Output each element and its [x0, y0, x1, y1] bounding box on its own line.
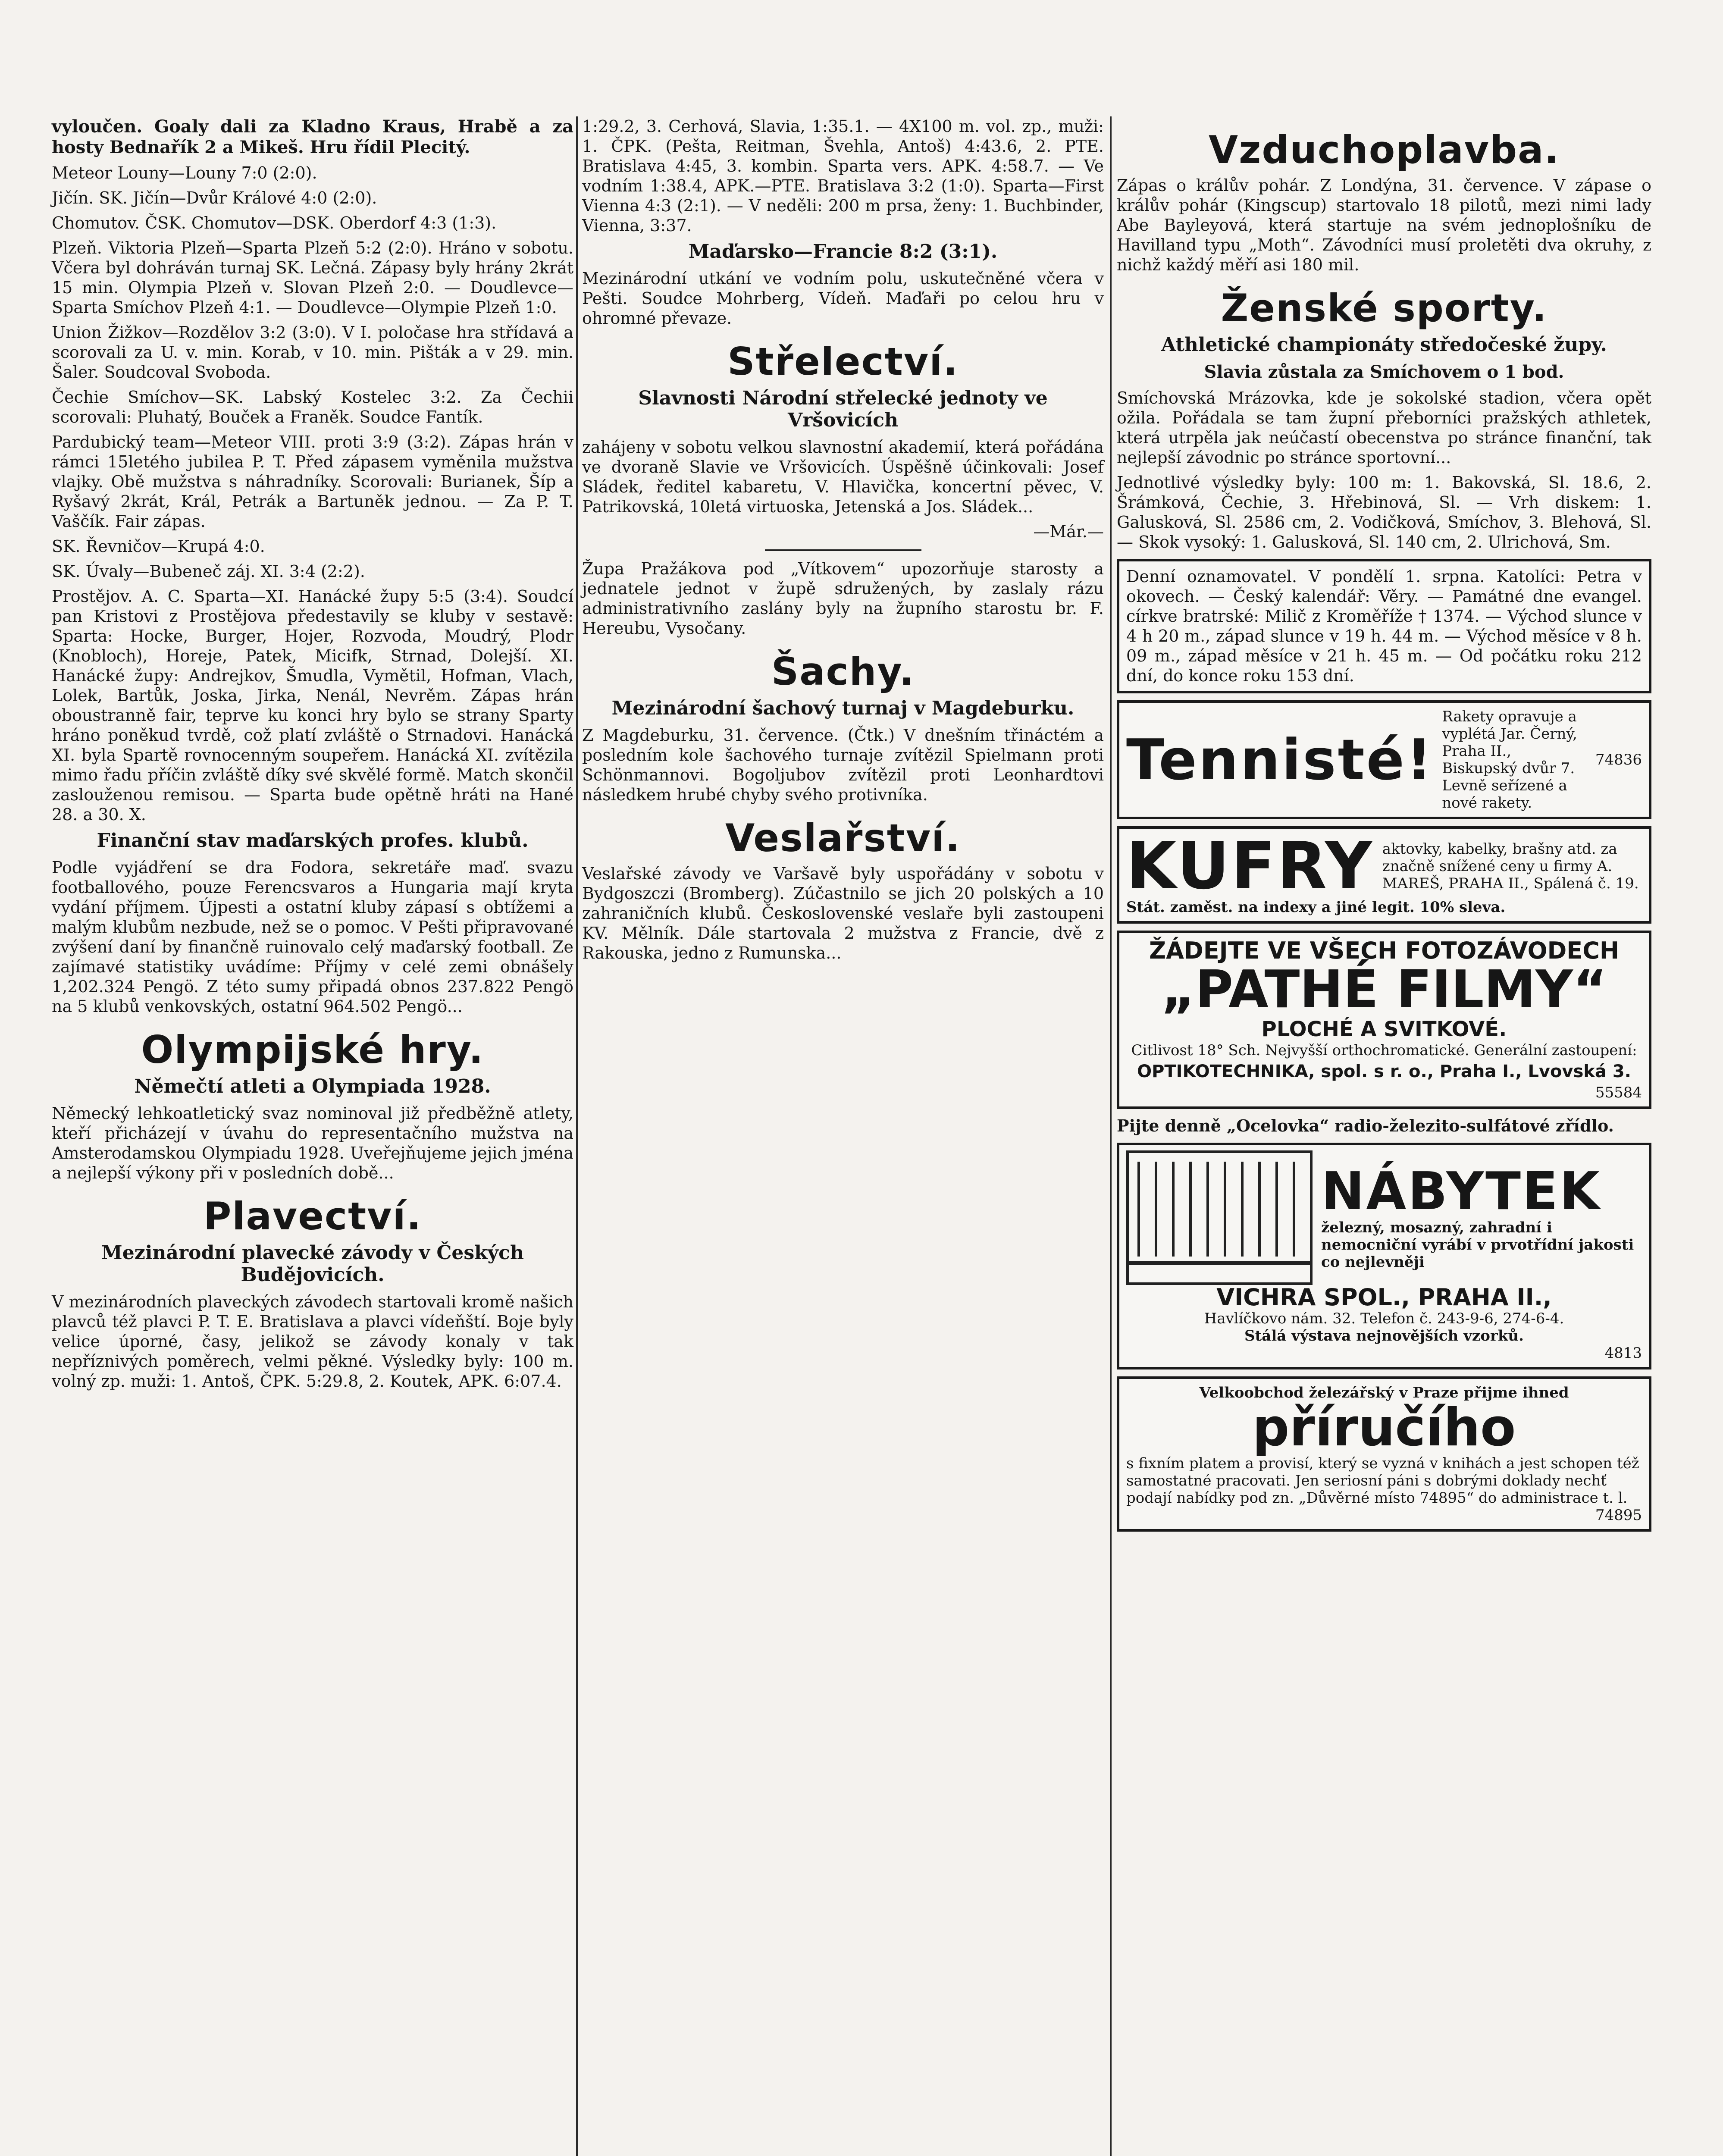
ad-pathe-sub: PLOCHÉ A SVITKOVÉ. [1261, 1017, 1507, 1041]
column-2 [582, 116, 1104, 968]
result-item: SK. Řevničov—Krupá 4:0. [52, 537, 265, 556]
sokol-paragraph: Župa Pražákova pod „Vítkovem“ upozorňuje starosty a jednatele jednot v župě sdružených, by zaslaly rázu administrativního zaslány byly na župního starostu br. F. Hereubu, Vysočany. [582, 559, 1104, 638]
ad-kufry-text: aktovky, kabelky, brašny atd. za značně snížené ceny u firmy A. MAREŠ, PRAHA II., Spálená č. 19. [1382, 840, 1639, 892]
ad-prirucni [1117, 1376, 1651, 1532]
olympic-subheading: Němečtí atleti a Olympiada 1928. [134, 1075, 491, 1097]
result-item: Union Žižkov—Rozdělov 3:2 (3:0). V I. poločase hra střídavá a scorovali za U. v. min. Korab, v 10. min. Pišták a v 29. min. Šaler. Soudcoval Svoboda. [52, 323, 573, 382]
ad-nabytek-firm: VICHRA SPOL., PRAHA II., [1216, 1284, 1552, 1311]
olympic-heading: Olympijské hry. [141, 1028, 484, 1072]
ad-prirucni-text: s fixním platem a provisí, který se vyzná v knihách a jest schopen též samostatné pracovati. Jen seriosní páni s dobrými doklady nechť podají nabídky pod zn. „Důvěrné místo 74895“ do administrace t. l. [1126, 1455, 1639, 1507]
ad-nabytek-address: Havlíčkovo nám. 32. Telefon č. 243-9-6, 274-6-4. [1204, 1310, 1564, 1327]
result-item: Čechie Smíchov—SK. Labský Kostelec 3:2. Za Čechii scorovali: Pluhatý, Bouček a Franěk. Soudce Fantík. [52, 388, 573, 426]
daily-notice-box [1117, 559, 1651, 693]
ad-kufry-line: Stát. zaměst. na indexy a jiné legit. 10% sleva. [1126, 899, 1506, 916]
chess-subheading: Mezinárodní šachový turnaj v Magdeburku. [611, 697, 1075, 719]
swimming-paragraph: V mezinárodních plaveckých závodech startovali kromě našich plavců též plavci P. T. E. Bratislava a plavci vídeňští. Boje byly velice úporné, časy, jelikož se závody konaly v tak nepříznivých poměrech, velmi pěkné. Výsledky byly: 100 m. volný zp. muži: 1. Antoš, ČPK. 5:29.8, 2. Koutek, APK. 6:07.4. [52, 1292, 573, 1391]
women-results-paragraph: Jednotlivé výsledky byly: 100 m: 1. Bakovská, Sl. 18.6, 2. Šrámková, Čechie, 3. Hřebinová, Sl. — Vrh diskem: 1. Galusková, Sl. 2586 cm, 2. Vodičková, Smíchov, 3. Blehová, Sl. — Skok vysoký: 1. Galusková, Sl. 140 cm, 2. Ulrichová, Sm. [1117, 473, 1651, 552]
waterpolo-heading: Maďarsko—Francie 8:2 (3:1). [688, 241, 998, 263]
daily-notice-text: Denní oznamovatel. V pondělí 1. srpna. Katolíci: Petra v okovech. — Český kalendář: Věry. — Památné dne evangel. církve bratrské: Milič z Kroměříže † 1374. — Východ slunce v 4 h 20 m., západ slunce v 19 h. 44 m. — Východ měsíce v 8 h. 09 m., západ měsíce v 21 h. 45 m. — Od počátku roku 212 dní, do konce roku 153 dní. [1126, 567, 1642, 685]
chess-heading: Šachy. [771, 649, 915, 694]
ad-pathe-firm: OPTIKOTECHNIKA, spol. s r. o., Praha I., Lvovská 3. [1137, 1062, 1631, 1081]
ad-prirucni-title: příručího [1252, 1398, 1516, 1458]
women-sports-heading: Ženské sporty. [1221, 286, 1548, 330]
aviation-heading: Vzduchoplavba. [1209, 128, 1560, 172]
ad-pathe [1117, 931, 1651, 1109]
finance-heading: Finanční stav maďarských profes. klubů. [97, 830, 529, 852]
ad-prirucni-code: 74895 [1595, 1507, 1642, 1524]
intro-paragraph: vyloučen. Goaly dali za Kladno Kraus, Hrabě a za hosty Bednařík 2 a Mikeš. Hru řídil Plecitý. [52, 116, 573, 157]
aviation-paragraph: Zápas o králův pohár. Z Londýna, 31. července. V zápase o králův pohár (Kingscup) startovalo 18 pilotů, mezi nimi lady Abe Bayleyová, která startuje na svém jednoplošníku de Havilland typu „Moth“. Závodníci musí proletěti dva okruhy, z nichž každý měří asi 180 mil. [1117, 176, 1651, 274]
olympic-paragraph: Německý lehkoatletický svaz nominoval již předběžně atlety, kteří přicházejí v úvahu do representačního mužstva na Amsterodamskou Olympiadu 1928. Uveřejňujeme jejich jména a nejlepší výkony při v posledních době... [52, 1104, 573, 1182]
ad-nabytek-title: NÁBYTEK [1321, 1162, 1601, 1222]
separator [765, 549, 921, 551]
shooting-subheading: Slavnosti Národní střelecké jednoty ve Vršovicích [638, 387, 1048, 431]
result-item: SK. Úvaly—Bubeneč záj. XI. 3:4 (2:2). [52, 562, 365, 581]
rowing-paragraph: Veslařské závody ve Varšavě byly uspořádány v sobotu v Bydgoszczi (Bromberg). Zúčastnilo se jich 20 polských a 10 zahraničních klubů. Československé veslaře byli zastoupeni KV. Mělník. Dále startovala 2 mužstva z Francie, dvě z Rakouska, jedno z Rumunska... [582, 864, 1104, 962]
swimming-subheading: Mezinárodní plavecké závody v Českých Budějovicích. [101, 1242, 524, 1286]
shooting-paragraph: zahájeny v sobotu velkou slavnostní akademií, která pořádána ve dvoraně Slavie ve Vršovicích. Úspěšně účinkovali: Josef Sládek, ředitel kabaretu, V. Hlavička, koncertní pěvec, V. Patrikovská, 10letá virtuoska, Jetenská a Jos. Sládek... [582, 438, 1104, 516]
ad-tennis [1117, 700, 1651, 819]
rowing-heading: Veslařství. [725, 816, 961, 860]
ad-kufry [1117, 826, 1651, 924]
shooting-heading: Střelectví. [727, 339, 959, 384]
ad-tennis-title: Tennisté! [1126, 727, 1434, 793]
result-item: Meteor Louny—Louny 7:0 (2:0). [52, 163, 317, 182]
ad-ocelovka: Pijte denně „Ocelovka“ radio-železito-sulfátové zřídlo. [1117, 1116, 1614, 1135]
signature: —Már.— [1033, 522, 1104, 541]
column-rule-1 [576, 116, 578, 2156]
ad-prirucni-top: Velkoobchod železářský v Praze přijme ihned [1199, 1384, 1569, 1401]
result-item: Pardubický team—Meteor VIII. proti 3:9 (3:2). Zápas hrán v rámci 15letého jubilea P. T. Před zápasem vyměnila mužstva vlajky. Obě mužstva s náhradníky. Scorovali: Burianek, Šíp a Ryšavý 2krát, Král, Petrák a Bartuněk jednou. — Za P. T. Vaščík. Fair zápas. [52, 432, 573, 531]
bed-image-icon [1126, 1150, 1313, 1285]
women-sports-subheading-2: Slavia zůstala za Smíchovem o 1 bod. [1204, 362, 1564, 382]
waterpolo-paragraph: Mezinárodní utkání ve vodním polu, uskutečněné včera v Pešti. Soudce Mohrberg, Vídeň. Maďaři po celou hru v ohromné převaze. [582, 269, 1104, 328]
result-item: Plzeň. Viktoria Plzeň—Sparta Plzeň 5:2 (2:0). Hráno v sobotu. Včera byl dohráván turnaj SK. Lečná. Zápasy byly hrány 2krát 15 min. Olympia Plzeň v. Slovan Plzeň 2:0. — Doudlevce—Sparta Smíchov Plzeň 4:1. — Doudlevce—Olympie Plzeň 1:0. [52, 238, 573, 317]
ad-nabytek-text: železný, mosazný, zahradní i nemocniční vyrábí v prvotřídní jakosti co nejlevněji [1321, 1219, 1634, 1271]
result-item: Chomutov. ČSK. Chomutov—DSK. Oberdorf 4:3 (1:3). [52, 213, 497, 232]
column-1 [52, 116, 573, 1396]
ad-pathe-top: ŽÁDEJTE VE VŠECH FOTOZÁVODECH [1149, 937, 1620, 964]
women-sports-paragraph: Smíchovská Mrázovka, kde je sokolské stadion, včera opět ožila. Pořádala se tam župní přeborníci pražských athletek, která utrpěla jak neúčastí obecenstva po stránce finanční, tak nejlepší závodnic po stránce sportovní... [1117, 389, 1651, 467]
ad-tennis-code: 74836 [1595, 751, 1642, 768]
women-sports-subheading: Athletické championáty středočeské župy. [1161, 334, 1607, 356]
ad-pathe-title: „PATHÉ FILMY“ [1161, 960, 1607, 1020]
ad-nabytek [1117, 1143, 1651, 1369]
ad-tennis-text: Rakety opravuje a vyplétá Jar. Černý, Praha II., Biskupský dvůr 7. Levně seřízené a nové rakety. [1442, 708, 1577, 812]
ad-nabytek-code: 4813 [1604, 1344, 1642, 1362]
ad-kufry-title: KUFRY [1126, 829, 1374, 904]
ad-nabytek-line: Stálá výstava nejnovějších vzorků. [1244, 1327, 1524, 1344]
result-item: Jičín. SK. Jičín—Dvůr Králové 4:0 (2:0). [52, 188, 377, 207]
result-item: Prostějov. A. C. Sparta—XI. Hanácké župy 5:5 (3:4). Soudcí pan Kristovi z Prostějova předestavily se kluby v sestavě: Sparta: Hocke, Burger, Hojer, Rozvoda, Moudrý, Plodr (Knobloch), Horeje, Patek, Micifk, Strnad, Dolejší. XI. Hanácké župy: Andrejkov, Šmudla, Vymětil, Hofman, Vlach, Lolek, Bartůk, Joska, Jirka, Nenál, Nevrěm. Zápas hrán oboustranně fair, teprve ku konci hry bylo se strany Sparty hráno poněkud tvrdě, což platí zvláště o Strnadovi. Hanácká XI. byla Spartě rovnocenným soupeřem. Hanácká XI. zvítězila mimo řadu příčin zvláště díky své skvělé formě. Match skončil zaslouženou remisou. — Sparta bude opětně hráti na Hané 28. a 30. X. [52, 587, 573, 824]
ad-pathe-code: 55584 [1595, 1084, 1642, 1101]
column-rule-2 [1110, 116, 1112, 2156]
ad-pathe-text: Citlivost 18° Sch. Nejvyšší orthochromatické. Generální zastoupení: [1131, 1042, 1637, 1059]
column-3 [1117, 116, 1651, 1539]
chess-paragraph: Z Magdeburku, 31. července. (Čtk.) V dnešním třináctém a posledním kole šachového turnaje zvítězil Spielmann proti Schönmannovi. Bogoljubov zvítězil proti Leonhardtovi následkem hrubé chyby svého protivníka. [582, 726, 1104, 804]
swimming-heading: Plavectví. [203, 1194, 422, 1238]
swim-results-paragraph: 1:29.2, 3. Cerhová, Slavia, 1:35.1. — 4X100 m. vol. zp., muži: 1. ČPK. (Pešta, Reitman, Švehla, Antoš) 4:43.6, 2. PTE. Bratislava 4:45, 3. kombin. Sparta vers. APK. 4:58.7. — Ve vodním 1:38.4, APK.—PTE. Bratislava 3:2 (1:0). Sparta—First Vienna 4:3 (2:1). — V neděli: 200 m prsa, ženy: 1. Buchbinder, Vienna, 3:37. [582, 117, 1104, 235]
finance-paragraph: Podle vyjádření se dra Fodora, sekretáře maď. svazu footballového, pouze Ferencsvaros a Hungaria mají kryta vydání příjmem. Újpesti a ostatní kluby zápasí s obtížemi a malým klubům nezbude, než se o pomoc. V Pešti připravované zvýšení daní by finančně ruinovalo celý maďarský football. Ze zajímavé statistiky uvádíme: Příjmy v celé zemi obnášely 1,202.324 Pengö. Z této sumy připadá obnos 237.822 Pengö na 5 klubů venkovských, ostatní 964.502 Pengö... [52, 858, 573, 1016]
